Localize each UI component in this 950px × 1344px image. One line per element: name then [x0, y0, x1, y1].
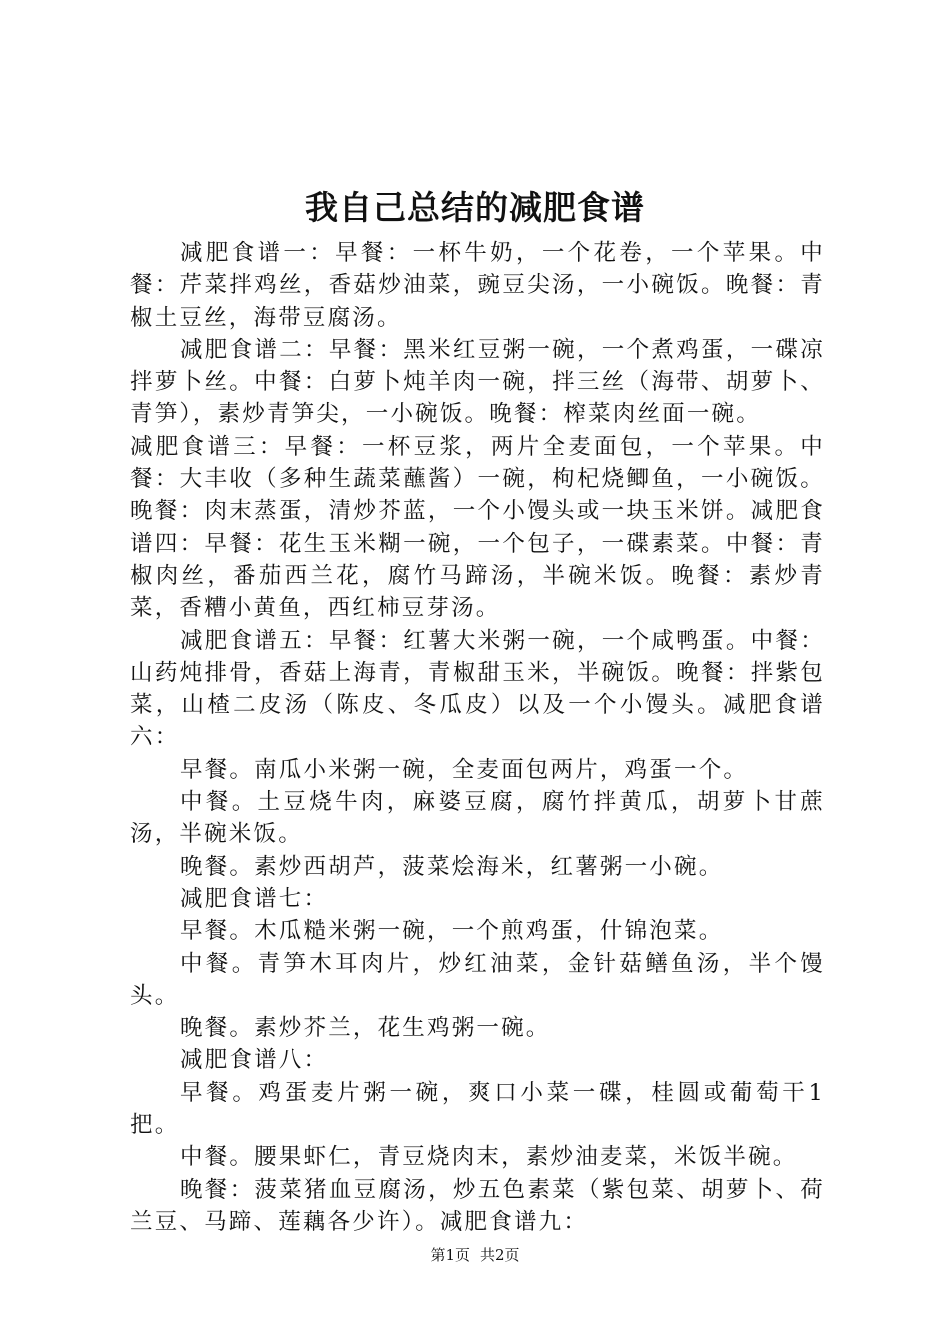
paragraph: 早餐。南瓜小米粥一碗，全麦面包两片，鸡蛋一个。	[180, 756, 749, 783]
paragraph: 晚餐。素炒西胡芦，菠菜烩海米，红薯粥一小碗。	[180, 853, 724, 880]
page-footer	[0, 1244, 950, 1266]
paragraph: 中餐。腰果虾仁，青豆烧肉末，素炒油麦菜，米饭半碗。	[180, 1144, 798, 1171]
paragraph: 晚餐。素炒芥兰，花生鸡粥一碗。	[180, 1015, 551, 1042]
paragraph: 早餐。鸡蛋麦片粥一碗，爽口小菜一碟，桂圆或葡萄干1把。	[130, 1079, 825, 1139]
paragraph: 减肥食谱五：早餐：红薯大米粥一碗，一个咸鸭蛋。中餐：山药炖排骨，香菇上海青，青椒甜玉米，半碗饭。晚餐：拌紫包菜，山楂二皮汤（陈皮、冬瓜皮）以及一个小馒头。减肥食谱六：	[130, 627, 825, 751]
paragraph: 晚餐：菠菜猪血豆腐汤，炒五色素菜（紫包菜、胡萝卜、荷兰豆、马蹄、莲藕各少许）。减肥食谱九：	[130, 1176, 825, 1235]
paragraph: 减肥食谱八：	[180, 1047, 329, 1074]
document-body	[130, 237, 825, 1238]
paragraph: 减肥食谱二：早餐：黑米红豆粥一碗，一个煮鸡蛋，一碟凉拌萝卜丝。中餐：白萝卜炖羊肉一碗，拌三丝（海带、胡萝卜、青笋），素炒青笋尖，一小碗饭。晚餐：榨菜肉丝面一碗。	[130, 336, 825, 428]
paragraph: 早餐。木瓜糙米粥一碗，一个煎鸡蛋，什锦泡菜。	[180, 918, 724, 945]
page-number: 第1页	[430, 1246, 470, 1264]
paragraph: 中餐。土豆烧牛肉，麻婆豆腐，腐竹拌黄瓜，胡萝卜甘蔗汤，半碗米饭。	[130, 789, 825, 848]
paragraph: 减肥食谱七：	[180, 885, 329, 912]
page-total: 共2页	[480, 1246, 520, 1264]
paragraph: 减肥食谱三：早餐：一杯豆浆，两片全麦面包，一个苹果。中餐：大丰收（多种生蔬菜蘸酱）一碗，枸杞烧鲫鱼，一小碗饭。晚餐：肉末蒸蛋，清炒芥蓝，一个小馒头或一块玉米饼。减肥食谱四：早餐：花生玉米糊一碗，一个包子，一碟素菜。中餐：青椒肉丝，番茄西兰花，腐竹马蹄汤，半碗米饭。晚餐：素炒青菜，香糟小黄鱼，西红柿豆芽汤。	[130, 433, 825, 622]
document-title: 我自己总结的减肥食谱	[305, 188, 645, 227]
paragraph: 中餐。青笋木耳肉片，炒红油菜，金针菇鳝鱼汤，半个馒头。	[130, 950, 825, 1009]
paragraph: 减肥食谱一：早餐：一杯牛奶，一个花卷，一个苹果。中餐：芹菜拌鸡丝，香菇炒油菜，豌豆尖汤，一小碗饭。晚餐：青椒土豆丝，海带豆腐汤。	[130, 240, 825, 331]
